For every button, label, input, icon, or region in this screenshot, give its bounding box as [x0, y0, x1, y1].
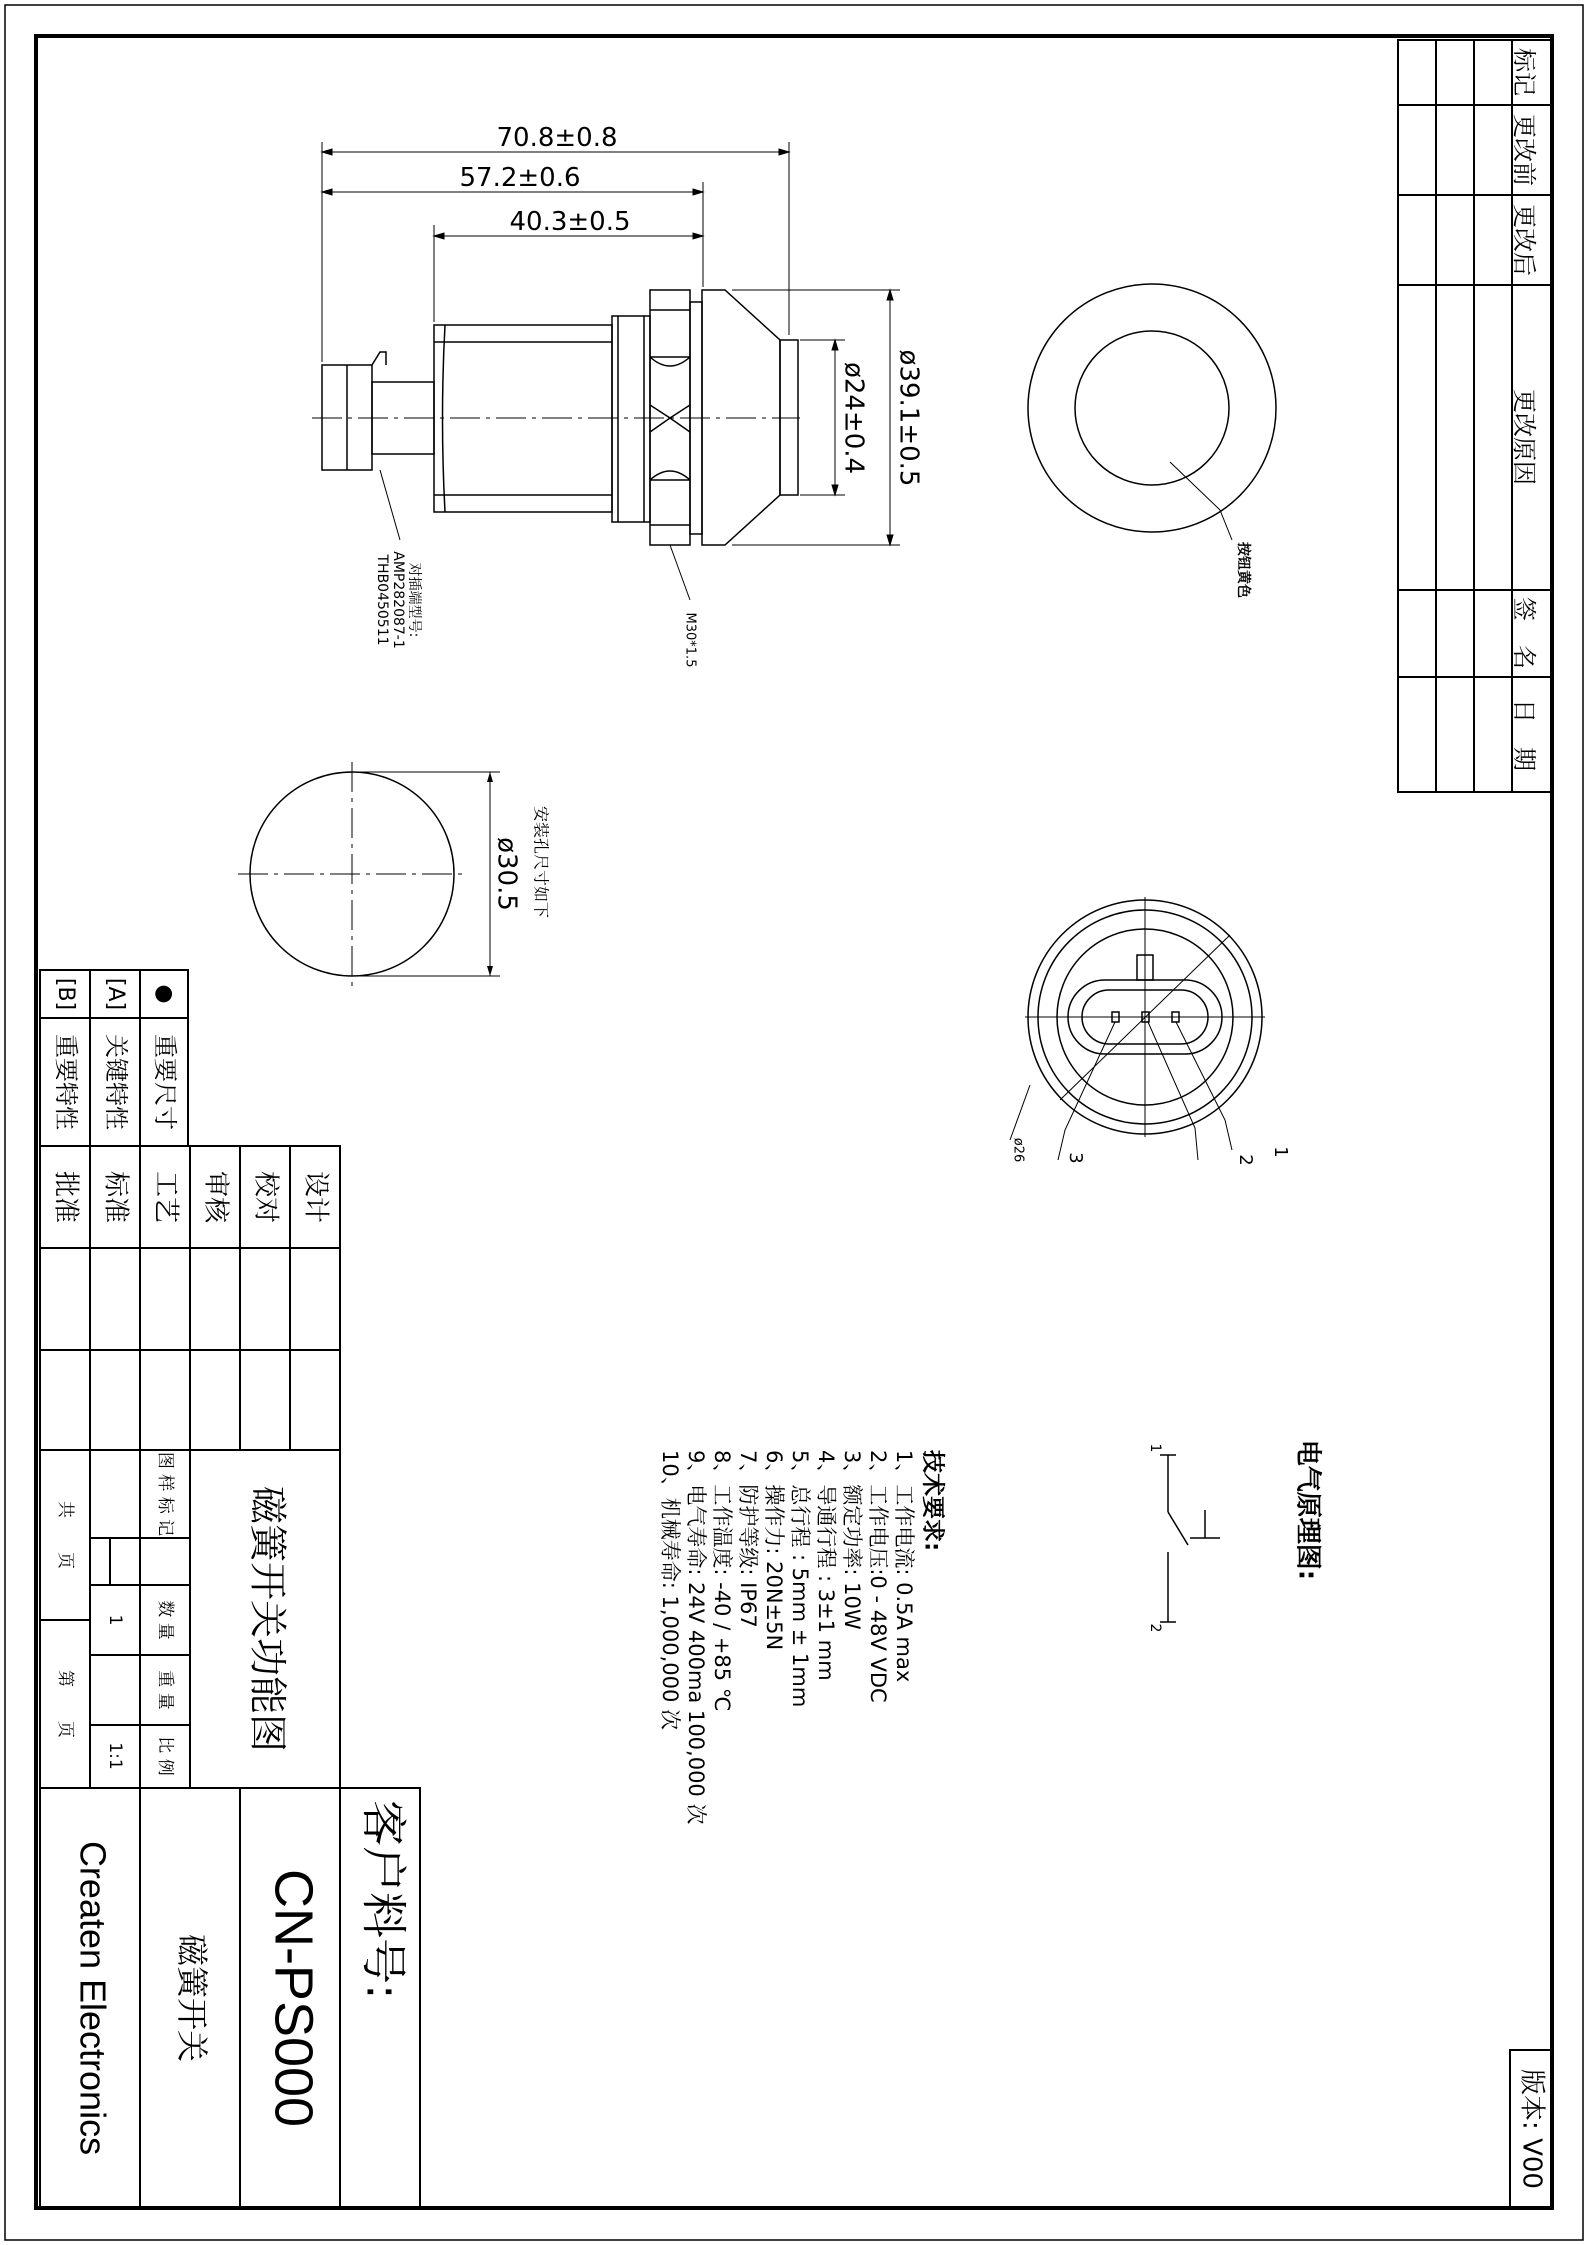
- rev-header-sign: 签 名: [1510, 597, 1538, 669]
- version-box: [1510, 2050, 1552, 2208]
- quantity-value: 1: [105, 1614, 125, 1626]
- dim-overall-length: 70.8±0.8: [496, 123, 618, 153]
- pin-label-1: 1: [1270, 1146, 1291, 1158]
- header-quantity: 数 量: [155, 1600, 175, 1640]
- customer-part-label: 客户料号:: [356, 1800, 411, 2000]
- rev-header-date: 日 期: [1510, 699, 1538, 771]
- drawing-title: 磁簧开关功能图: [245, 1485, 290, 1753]
- legend-symbol-1: ●: [152, 984, 177, 1004]
- role-design: 设计: [300, 1170, 331, 1224]
- sheet-number: 第 页: [55, 1670, 75, 1738]
- role-review: 审核: [200, 1170, 231, 1224]
- legend-entries: [52, 978, 179, 1130]
- header-drawing-mark: 图 样 标 记: [155, 1451, 175, 1537]
- schematic-diagram: [1160, 1455, 1220, 1622]
- legend-text-2: 关键特性: [102, 1034, 130, 1130]
- version-label: 版本: V00: [1516, 2069, 1547, 2189]
- button-front-view: [1028, 284, 1276, 540]
- pin-label-2: 2: [1235, 1154, 1256, 1166]
- role-approve: 批准: [50, 1170, 81, 1224]
- side-view-dimension-labels: [374, 123, 924, 667]
- schematic-pin1: 1: [1147, 1443, 1163, 1453]
- connector-note-line1: 对插端型号:: [406, 562, 422, 638]
- rev-header-reason: 更改原因: [1510, 389, 1538, 485]
- schematic-pin2: 2: [1147, 1623, 1163, 1633]
- legend-symbol-3: [B]: [53, 977, 78, 1011]
- schematic-title: 电气原理图:: [1292, 1439, 1323, 1581]
- role-standard: 标准: [100, 1170, 131, 1224]
- mount-hole-note: 安装孔尺寸如下: [531, 805, 551, 919]
- button-color-note: 按钮黄色: [1235, 542, 1251, 598]
- dim-thread: M30*1.5: [682, 612, 698, 668]
- tech-item-2: 2、工作电压:0 - 48V VDC: [866, 1450, 890, 1703]
- tech-item-9: 9、电气寿命: 24V 400ma 100,000 次: [684, 1450, 708, 1825]
- switch-side-view: [312, 290, 800, 545]
- legend-text-3: 重要特性: [52, 1034, 80, 1130]
- scale-value: 1:1: [105, 1742, 125, 1770]
- dim-bezel-diameter: ø39.1±0.5: [893, 349, 924, 487]
- tech-item-4: 4、导通行程 : 3±1 mm: [814, 1450, 838, 1681]
- header-weight: 重 量: [155, 1670, 175, 1710]
- connector-note-line3: THB0450511: [374, 554, 390, 646]
- dim-connector: ø26: [1010, 1137, 1026, 1163]
- legend-text-1: 重要尺寸: [151, 1034, 179, 1130]
- connector-note-line2: AMP282087-1: [390, 551, 406, 649]
- role-check: 校对: [250, 1170, 281, 1224]
- rev-header-before: 更改前: [1510, 114, 1538, 186]
- dim-mid-length: 57.2±0.6: [459, 163, 581, 193]
- pin-labels: [1011, 1138, 1292, 1166]
- tech-item-1: 1、工作电流: 0.5A max: [892, 1450, 916, 1683]
- connector-rear-view: [1010, 897, 1265, 1160]
- pin-label-3: 3: [1065, 1152, 1086, 1164]
- tech-requirements: [658, 1450, 946, 1824]
- revision-headers: [1510, 48, 1538, 771]
- tech-item-3: 3、额定功率: 10W: [840, 1450, 864, 1630]
- rev-header-after: 更改后: [1510, 204, 1538, 276]
- legend-symbol-2: [A]: [103, 977, 128, 1011]
- sheet-total: 共 页: [55, 1501, 75, 1569]
- tech-item-6: 6、操作力: 20N±5N: [762, 1450, 786, 1651]
- part-number: CN-PS000: [263, 1868, 324, 2128]
- role-process: 工艺: [150, 1170, 181, 1224]
- header-scale: 比 例: [155, 1736, 175, 1776]
- mount-hole-view: [238, 762, 500, 988]
- tech-item-7: 7、防护等级: IP67: [736, 1450, 760, 1628]
- title-block-text: [51, 1171, 411, 2155]
- product-name: 磁簧开关: [173, 1933, 211, 2063]
- company-name: Createn Electronics: [72, 1840, 114, 2156]
- dim-body-length: 40.3±0.5: [509, 207, 631, 237]
- dim-mount-hole: ø30.5: [491, 837, 522, 911]
- tech-item-10: 10、机械寿命: 1,000,000 次: [658, 1450, 682, 1731]
- tech-item-8: 8、工作温度: -40 / +85 ℃: [710, 1450, 734, 1712]
- tech-item-5: 5、总行程 : 5mm ± 1mm: [788, 1450, 812, 1708]
- dim-button-diameter: ø24±0.4: [838, 361, 869, 475]
- rev-header-mark: 标记: [1510, 48, 1538, 96]
- tech-requirements-title: 技术要求:: [919, 1450, 946, 1552]
